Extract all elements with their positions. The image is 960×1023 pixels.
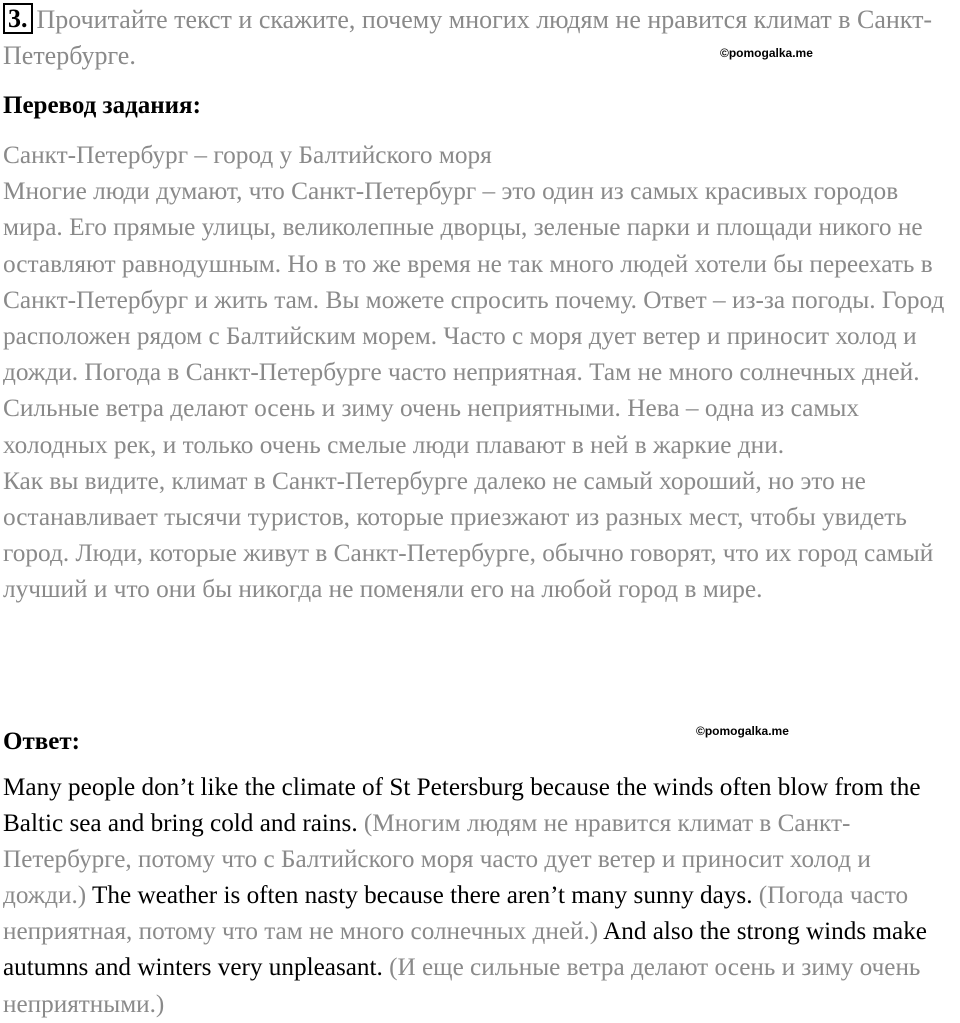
translation-text xyxy=(3,137,955,608)
translation-paragraph: Многие люди думают, что Санкт-Петербург – это один из самых красивых городов мира. Его прямые улицы, великолепные дворцы, зеленые парки и площади никого не оставляют равнодушным. Но в то же время не так много людей хотели бы переехать в Санкт-Петербург и жить там. Вы можете спросить почему. Ответ – из-за погоды. Город расположен рядом с Балтийским морем. Часто с моря дует ветер и приносит холод и дожди. Погода в Санкт-Петербурге часто неприятная. Там не много солнечных дней. Сильные ветра делают осень и зиму очень неприятными. Нева – одна из самых холодных рек, и только очень смелые люди плавают в ней в жаркие дни. xyxy=(3,177,945,459)
translation-heading: Перевод задания: xyxy=(3,92,201,119)
answer-english-sentence: And also the strong winds make autumns and winters very unpleasant. xyxy=(3,918,927,982)
answer-english-sentence: The weather is often nasty because there aren’t many sunny days. xyxy=(92,882,759,910)
translation-title: Санкт-Петербург – город у Балтийского моря xyxy=(3,141,492,169)
watermark: ©pomogalka.me xyxy=(696,724,789,738)
answer-heading: Ответ: xyxy=(3,728,80,755)
watermark: ©pomogalka.me xyxy=(720,46,813,60)
translation-paragraph: Как вы видите, климат в Санкт-Петербурге далеко не самый хороший, но это не останавливает тысячи туристов, которые приезжают из разных мест, чтобы увидеть город. Люди, которые живут в Санкт-Петербурге, обычно говорят, что их город самый лучший и что они бы никогда не поменяли его на любой город в мире. xyxy=(3,466,934,604)
task-number: 3. xyxy=(3,3,33,34)
answer-russian-translation: (Погода часто неприятная, потому что там не много солнечных дней.) xyxy=(3,882,909,946)
answer-russian-translation: (Многим людям не нравится климат в Санкт-Петербурге, потому что с Балтийского моря часто дует ветер и приносит холод и дожди.) xyxy=(3,810,871,910)
answer-russian-translation: (И еще сильные ветра делают осень и зиму очень неприятными.) xyxy=(3,954,921,1018)
answer-text xyxy=(3,770,955,1023)
answer-english-sentence: Many people don’t like the climate of St Petersburg because the winds often blow from the Baltic sea and bring cold and rains. xyxy=(3,774,921,838)
task-statement xyxy=(3,2,955,74)
task-text: Прочитайте текст и скажите, почему многих людям не нравится климат в Санкт-Петербурге. xyxy=(3,5,933,70)
